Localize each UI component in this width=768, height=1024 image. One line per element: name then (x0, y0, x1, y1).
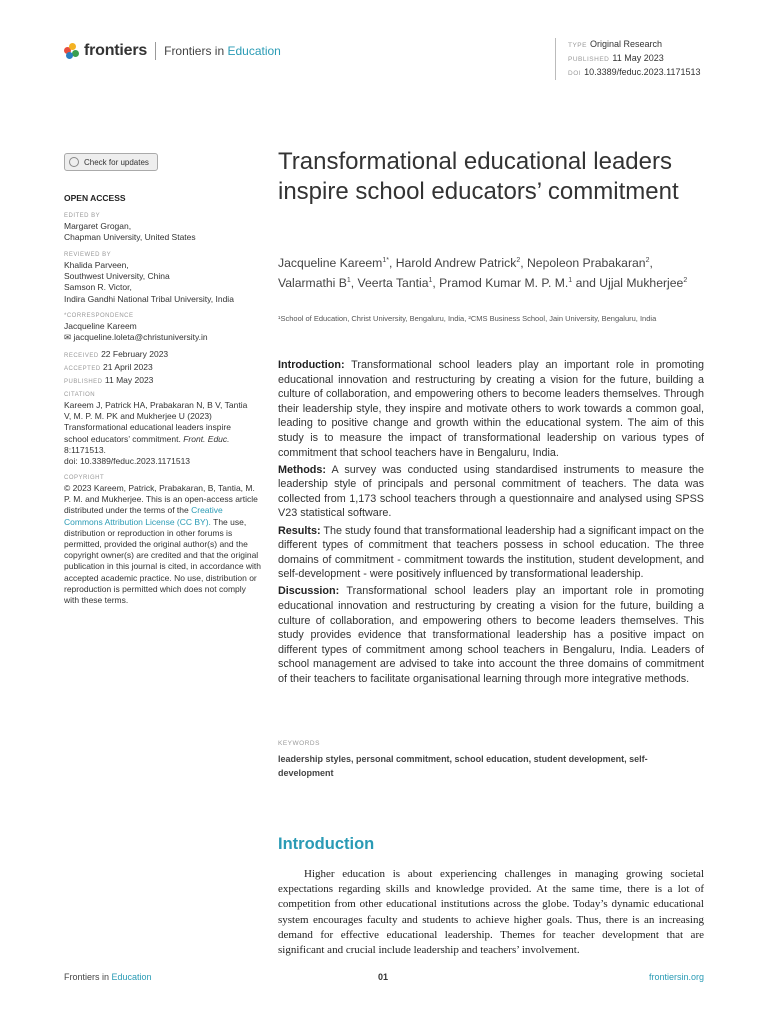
brand-name: frontiers (84, 42, 148, 59)
affiliations: ¹School of Education, Christ University, Bengaluru, India, ²CMS Business School, Jain University, Bengaluru, India (278, 314, 657, 323)
email-link[interactable]: ✉ jacqueline.loleta@christuniversity.in (64, 332, 208, 343)
copyright-block: COPYRIGHT © 2023 Kareem, Patrick, Prabakaran, B, Tantia, M. P. M. and Mukherjee. This is an open-access article distributed under the terms of the Creative Commons Attribution License (CC BY). The use, distribution or reproduction in other forums is permitted, provided the original author(s) and the copyright owner(s) are credited and that the original publication in this journal is cited, in accordance with accepted academic practice. No use, distribution or reproduction is permitted which does not comply with these terms. (64, 475, 262, 606)
citation-doi[interactable]: doi: 10.3389/feduc.2023.1171513 (64, 456, 191, 467)
footer-site-link[interactable]: frontiersin.org (648, 972, 704, 982)
keywords-label: KEYWORDS (278, 740, 320, 747)
author[interactable]: , Valarmathi B (278, 256, 653, 291)
open-access-label: OPEN ACCESS (64, 193, 126, 203)
author[interactable]: , Nepoleon Prabakaran (520, 256, 646, 271)
mail-icon: ✉ (64, 332, 72, 343)
brand-divider (155, 42, 156, 60)
reviewed-by-block: REVIEWED BY Khalida Parveen, Southwest University, China Samson R. Victor, Indira Gandhi National Tribal University, India (64, 252, 234, 304)
refresh-icon (69, 157, 79, 167)
article-type: Original Research (589, 39, 663, 49)
frontiers-logo-icon (64, 43, 80, 59)
section-heading-introduction: Introduction (278, 835, 375, 853)
check-for-updates-button[interactable]: Check for updates (64, 153, 158, 171)
journal-name[interactable]: Frontiers in Education (164, 44, 281, 58)
dates-block: RECEIVED 22 February 2023 ACCEPTED 21 April 2023 PUBLISHED 11 May 2023 (64, 349, 169, 386)
citation-block: CITATION Kareem J, Patrick HA, Prabakaran N, B V, Tantia V, M. P. M. PK and Mukherjee U (2023) Transformational educational leaders inspire school educators’ commitment. Front. Educ. 8:1171513. doi: 10.3389/feduc.2023.1171513 (64, 390, 254, 467)
correspondence-block: *CORRESPONDENCE Jacqueline Kareem ✉ jacqueline.loleta@christuniversity.in (64, 311, 264, 343)
keywords: leadership styles, personal commitment, school education, student development, self-development (278, 754, 648, 778)
article-meta: TYPE Original Research PUBLISHED 11 May 2023 DOI 10.3389/feduc.2023.1171513 (555, 38, 701, 80)
page-number: 01 (378, 972, 389, 982)
author-list: Jacqueline Kareem$^{1*}$, Harold Andrew Patrick$^2$, Nepoleon Prabakaran$^2$, Valarmathi $B^1$, Veerta Tantia$^1$, Pramod Kumar M. P. M.$^1$ and Ujjal Mukherjee$^2$ (278, 256, 688, 291)
abstract (278, 358, 704, 689)
abstract-introduction: Introduction: Transformational school leaders play an important role in promoting educational innovation and restructuring by creating a vision for the future, building a culture of collaboration, and empowering others to become leaders themselves. Through their leadership style, they inspire and motivate others to work towards a common goal, leading to positive change and growth within the educational system. The aim of this study is to measure the impact of transformational leadership on various types of commitment that school teachers have in Bengaluru, India. (278, 359, 704, 459)
author[interactable]: , Veerta Tantia (350, 276, 429, 291)
footer-journal[interactable]: Frontiers in Education (64, 972, 152, 982)
abstract-discussion: Discussion: Transformational school leaders play an important role in promoting educational innovation and restructuring by creating a vision for the future, building a culture of collaboration, and empowering others to become leaders themselves. This study provides evidence that transformational leadership has a positive impact on different types of commitment among school teachers in Bengaluru, India. Leaders of school management are advised to take into account the three domains of commitment of their teachers to facilitate organisational learning through more integrative methods. (278, 585, 704, 685)
abstract-results: Results: The study found that transformational leadership had a significant impact on the different types of commitment that teachers possess in school education. The three domains of commitment - commitment towards the institution, student development, and self-development - were positively influenced by transformational leadership. (278, 524, 704, 581)
author[interactable]: Jacqueline Kareem (278, 256, 383, 271)
publisher-brand[interactable] (64, 42, 281, 60)
edited-by-block: EDITED BY Margaret Grogan, Chapman University, United States (64, 213, 196, 243)
cc-by-license-link[interactable]: Creative Commons Attribution License (CC BY). (64, 505, 223, 527)
doi[interactable]: 10.3389/feduc.2023.1171513 (584, 67, 701, 77)
author[interactable]: , Harold Andrew Patrick (388, 256, 517, 271)
introduction-paragraph: Higher education is about experiencing challenges in managing growing societal expectations regarding skills and knowledge provided. At the same time, there is a lot of competition from other educational institutions across the globe. Today’s dynamic educational system encourages faculty and students to achieve higher goals. Thus, there is an increasing demand for effective educational leadership. Themes for teacher development that are significant and crucial include leadership and teachers’ involvement. (278, 868, 704, 957)
publish-date: 11 May 2023 (612, 53, 664, 63)
abstract-methods: Methods: A survey was conducted using standardised instruments to measure the leadership style of principals and personal commitment of teachers. The data was collected from 1,173 school teachers through a questionnaire and analysed using SPSS V23 statistical software. (278, 463, 704, 520)
author[interactable]: and Ujjal Mukherjee (572, 276, 684, 291)
author[interactable]: , Pramod Kumar M. P. M. (432, 276, 569, 291)
article-title: Transformational educational leaders inspire school educators’ commitment (278, 148, 679, 205)
